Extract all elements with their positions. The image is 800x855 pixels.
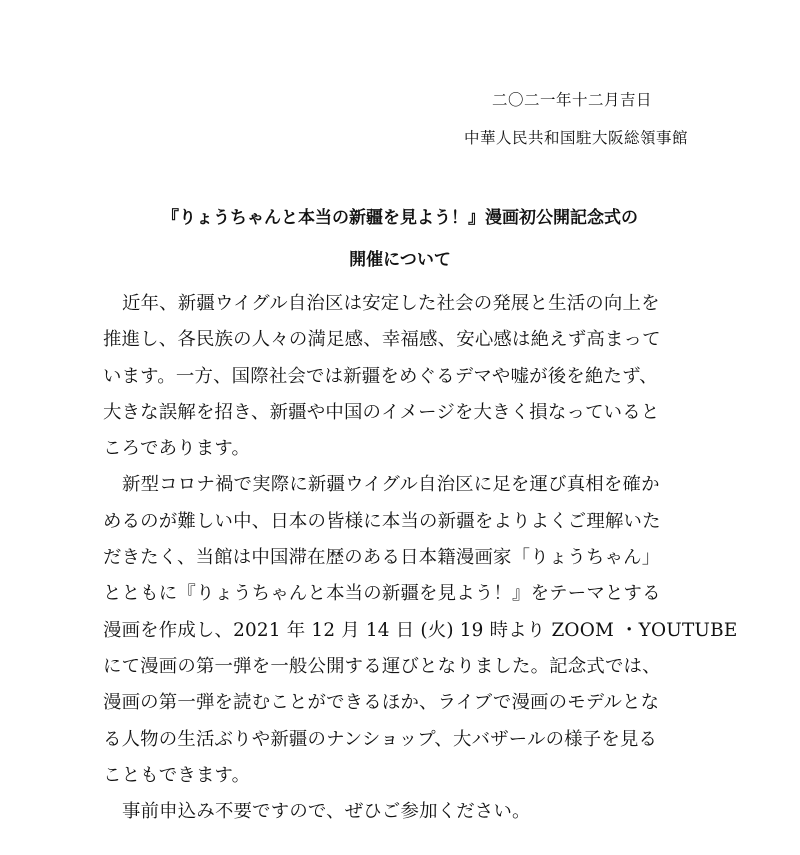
body-line: 漫画を作成し、2021 年 12 月 14 日 (火) 19 時より ZOOM ・YOUTUBE [103, 619, 738, 641]
body-line: めるのが難しい中、日本の皆様に本当の新疆をよりよくご理解いた [103, 510, 661, 532]
body-line: 大きな誤解を招き、新疆や中国のイメージを大きく損なっていると [103, 401, 660, 423]
body-line: こともできます。 [103, 764, 251, 786]
body-line: だきたく、当館は中国滞在歴のある日本籍漫画家「りょうちゃん」 [103, 547, 661, 569]
body-line: 推進し、各民族の人々の満足感、幸福感、安心感は絶えず高まって [103, 329, 661, 351]
issuer-name: 中華人民共和国駐大阪総領事館 [463, 129, 688, 147]
document-title-line-2: 開催について [349, 250, 451, 270]
body-line: います。一方、国際社会では新疆をめぐるデマや嘘が後を絶たず、 [103, 365, 658, 387]
body-line: 事前申込み不要ですので、ぜひご参加ください。 [122, 801, 531, 823]
body-line: 新型コロナ禍で実際に新疆ウイグル自治区に足を運び真相を確か [122, 474, 660, 496]
body-line: る人物の生活ぶりや新疆のナンショップ、大バザールの様子を見る [103, 728, 658, 750]
body-line: にて漫画の第一弾を一般公開する運びとなりました。記念式では、 [103, 655, 661, 677]
body-line: 漫画の第一弾を読むことができるほか、ライブで漫画のモデルとな [103, 692, 660, 714]
document-title-line-1: 『りょうちゃんと本当の新疆を見よう！』漫画初公開記念式の [162, 208, 638, 228]
body-text [103, 286, 738, 830]
body-line: 近年、新疆ウイグル自治区は安定した社会の発展と生活の向上を [122, 293, 660, 314]
body-line: とともに『りょうちゃんと本当の新疆を見よう！』をテーマとする [103, 583, 661, 605]
document-date: 二〇二一年十二月吉日 [491, 91, 652, 109]
body-line: ころであります。 [103, 438, 251, 460]
